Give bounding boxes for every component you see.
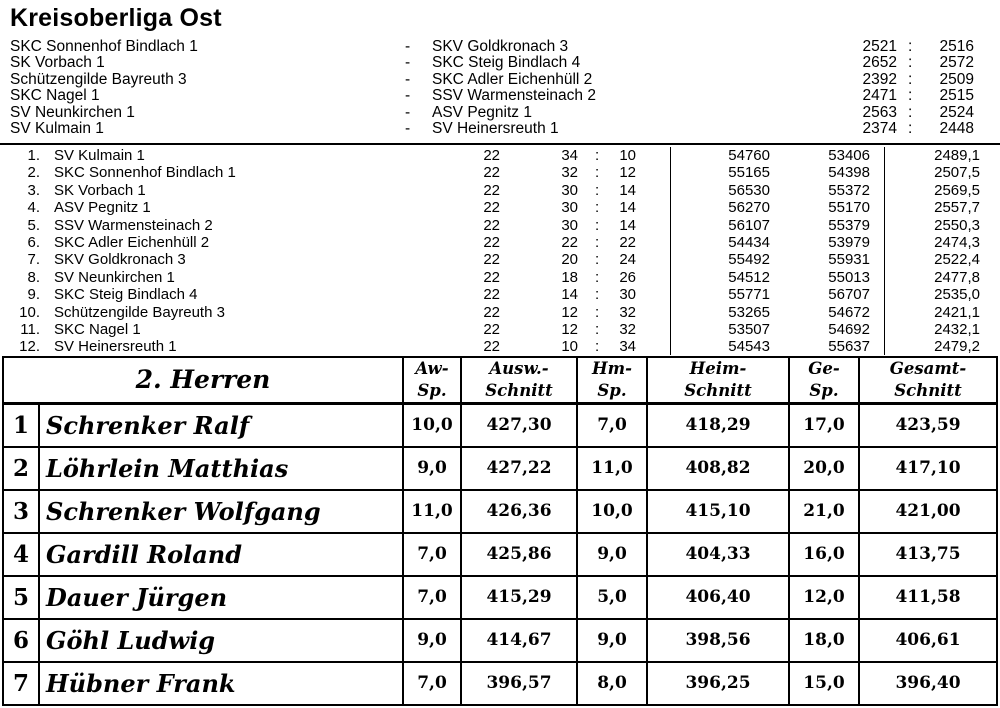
wood-plus: 54760	[728, 147, 770, 164]
away-games: 7,0	[403, 662, 461, 705]
points-minus: 24	[619, 251, 636, 269]
home-score: 2652	[862, 54, 897, 72]
total-average: 406,61	[859, 619, 997, 662]
average: 2550,3	[934, 216, 980, 234]
total-games: 12,0	[789, 576, 859, 619]
points-minus: 14	[619, 181, 636, 199]
home-average: 415,10	[647, 490, 789, 533]
points-minus: 30	[619, 286, 636, 304]
result-row	[0, 121, 1000, 137]
home-average: 408,82	[647, 447, 789, 490]
points-minus: 32	[619, 303, 636, 321]
points-plus: 12	[561, 303, 578, 321]
home-team: SKC Nagel 1	[10, 87, 100, 105]
home-games: 8,0	[577, 662, 647, 705]
points-plus: 30	[561, 216, 578, 234]
header-total-games: Ge- Sp.	[789, 357, 859, 404]
wood-minus: 54398	[828, 164, 870, 182]
separator-dash: -	[405, 70, 411, 88]
home-games: 10,0	[577, 490, 647, 533]
guest-score: 2448	[939, 120, 974, 137]
team-name: SKC Sonnenhof Bindlach 1	[54, 164, 236, 182]
away-games: 10,0	[403, 404, 461, 447]
rank: 9.	[27, 286, 40, 304]
guest-score: 2509	[939, 70, 974, 88]
points-plus: 18	[561, 268, 578, 286]
points-colon: :	[595, 216, 600, 234]
average: 2557,7	[934, 199, 980, 217]
average: 2421,1	[934, 303, 980, 321]
wood-plus: 53507	[728, 321, 770, 338]
wood-plus: 55771	[728, 286, 770, 304]
points-minus: 32	[619, 321, 636, 338]
points-colon: :	[595, 251, 600, 269]
team-name: SV Neunkirchen 1	[54, 268, 175, 286]
wood-minus: 55379	[828, 216, 870, 234]
home-score: 2521	[862, 38, 897, 55]
standings-row	[0, 164, 1000, 181]
average: 2477,8	[934, 268, 980, 286]
player-name: Göhl Ludwig	[39, 619, 403, 662]
team-name: Schützengilde Bayreuth 3	[54, 303, 225, 321]
home-score: 2374	[862, 120, 897, 137]
rank: 11.	[20, 321, 40, 338]
score-colon: :	[908, 70, 913, 88]
total-average: 417,10	[859, 447, 997, 490]
points-plus: 12	[561, 321, 578, 338]
rank: 6.	[27, 234, 40, 251]
total-games: 21,0	[789, 490, 859, 533]
points-minus: 34	[619, 338, 636, 356]
average: 2479,2	[934, 338, 980, 356]
header-home-games: Hm- Sp.	[577, 357, 647, 404]
player-row	[3, 533, 997, 576]
wood-plus: 55165	[728, 164, 770, 182]
points-colon: :	[595, 268, 600, 286]
home-average: 398,56	[647, 619, 789, 662]
points-minus: 10	[619, 147, 636, 164]
average: 2507,5	[934, 164, 980, 182]
wood-minus: 54672	[828, 303, 870, 321]
home-games: 7,0	[577, 404, 647, 447]
rank: 5.	[27, 216, 40, 234]
rank: 7.	[27, 251, 40, 269]
away-average: 396,57	[461, 662, 577, 705]
rank: 4.	[27, 199, 40, 217]
points-colon: :	[595, 321, 600, 338]
wood-plus: 54543	[728, 338, 770, 356]
points-colon: :	[595, 234, 600, 251]
header-home-average: Heim- Schnitt	[647, 357, 789, 404]
player-name: Schrenker Wolfgang	[39, 490, 403, 533]
games: 22	[483, 251, 500, 269]
points-plus: 30	[561, 199, 578, 217]
guest-score: 2572	[939, 54, 974, 72]
player-rank: 7	[3, 662, 39, 705]
wood-minus: 53406	[828, 147, 870, 164]
wood-plus: 53265	[728, 303, 770, 321]
average: 2474,3	[934, 234, 980, 251]
wood-minus: 55372	[828, 181, 870, 199]
points-colon: :	[595, 181, 600, 199]
games: 22	[483, 147, 500, 164]
wood-plus: 56107	[728, 216, 770, 234]
home-team: SK Vorbach 1	[10, 54, 105, 72]
guest-score: 2516	[939, 38, 974, 55]
points-plus: 20	[561, 251, 578, 269]
average: 2569,5	[934, 181, 980, 199]
standings-row	[0, 251, 1000, 268]
total-average: 396,40	[859, 662, 997, 705]
away-games: 7,0	[403, 533, 461, 576]
wood-plus: 55492	[728, 251, 770, 269]
separator-dash: -	[405, 103, 411, 121]
points-colon: :	[595, 338, 600, 356]
average: 2522,4	[934, 251, 980, 269]
games: 22	[483, 268, 500, 286]
away-games: 9,0	[403, 447, 461, 490]
guest-team: SKC Steig Bindlach 4	[432, 54, 581, 72]
player-row	[3, 662, 997, 705]
games: 22	[483, 303, 500, 321]
points-plus: 22	[561, 234, 578, 251]
home-team: SV Kulmain 1	[10, 120, 104, 137]
score-colon: :	[908, 103, 913, 121]
total-games: 15,0	[789, 662, 859, 705]
rank: 3.	[27, 181, 40, 199]
wood-minus: 55170	[828, 199, 870, 217]
home-score: 2471	[862, 87, 897, 105]
points-minus: 14	[619, 199, 636, 217]
home-games: 9,0	[577, 619, 647, 662]
guest-team: SV Heinersreuth 1	[432, 120, 559, 137]
points-colon: :	[595, 286, 600, 304]
wood-minus: 54692	[828, 321, 870, 338]
team-name: SKV Goldkronach 3	[54, 251, 186, 269]
away-average: 415,29	[461, 576, 577, 619]
result-row	[0, 72, 1000, 88]
standings-row	[0, 304, 1000, 321]
wood-minus: 55931	[828, 251, 870, 269]
total-games: 16,0	[789, 533, 859, 576]
player-rank: 6	[3, 619, 39, 662]
wood-minus: 55637	[828, 338, 870, 356]
team-name: SKC Adler Eichenhüll 2	[54, 234, 210, 251]
standings-row	[0, 182, 1000, 199]
total-average: 411,58	[859, 576, 997, 619]
player-stats-table	[2, 356, 998, 706]
home-games: 11,0	[577, 447, 647, 490]
games: 22	[483, 216, 500, 234]
average: 2489,1	[934, 147, 980, 164]
wood-minus: 56707	[828, 286, 870, 304]
home-average: 396,25	[647, 662, 789, 705]
separator-dash: -	[405, 38, 411, 55]
wood-plus: 56530	[728, 181, 770, 199]
home-team: SKC Sonnenhof Bindlach 1	[10, 38, 198, 55]
player-row	[3, 447, 997, 490]
points-minus: 12	[619, 164, 636, 182]
points-plus: 14	[561, 286, 578, 304]
points-minus: 26	[619, 268, 636, 286]
home-average: 418,29	[647, 404, 789, 447]
separator-dash: -	[405, 87, 411, 105]
standings-row	[0, 321, 1000, 338]
team-name: SV Kulmain 1	[54, 147, 145, 164]
guest-team: SSV Warmensteinach 2	[432, 87, 596, 105]
away-average: 427,22	[461, 447, 577, 490]
standings-row	[0, 147, 1000, 164]
team-heading: 2. Herren	[3, 357, 403, 404]
score-colon: :	[908, 87, 913, 105]
player-rank: 2	[3, 447, 39, 490]
games: 22	[483, 234, 500, 251]
guest-team: SKV Goldkronach 3	[432, 38, 569, 55]
standings-row	[0, 217, 1000, 234]
guest-team: SKC Adler Eichenhüll 2	[432, 70, 593, 88]
away-average: 425,86	[461, 533, 577, 576]
guest-team: ASV Pegnitz 1	[432, 103, 532, 121]
wood-minus: 53979	[828, 234, 870, 251]
total-games: 20,0	[789, 447, 859, 490]
guest-score: 2515	[939, 87, 974, 105]
player-rank: 3	[3, 490, 39, 533]
player-table-header	[3, 357, 997, 404]
wood-plus: 56270	[728, 199, 770, 217]
rank: 8.	[27, 268, 40, 286]
player-name: Dauer Jürgen	[39, 576, 403, 619]
points-plus: 30	[561, 181, 578, 199]
wood-minus: 55013	[828, 268, 870, 286]
games: 22	[483, 199, 500, 217]
wood-plus: 54434	[728, 234, 770, 251]
score-colon: :	[908, 120, 913, 137]
games: 22	[483, 286, 500, 304]
header-total-average: Gesamt- Schnitt	[859, 357, 997, 404]
team-name: SKC Steig Bindlach 4	[54, 286, 198, 304]
result-row	[0, 88, 1000, 104]
rank: 12.	[19, 338, 40, 356]
separator-dash: -	[405, 120, 411, 137]
player-name: Löhrlein Matthias	[39, 447, 403, 490]
section-divider	[0, 143, 1000, 145]
score-colon: :	[908, 54, 913, 72]
points-plus: 32	[561, 164, 578, 182]
total-games: 17,0	[789, 404, 859, 447]
home-score: 2563	[862, 103, 897, 121]
team-name: SK Vorbach 1	[54, 181, 146, 199]
average: 2432,1	[934, 321, 980, 338]
standings-row	[0, 338, 1000, 355]
home-average: 406,40	[647, 576, 789, 619]
player-rank: 5	[3, 576, 39, 619]
average: 2535,0	[934, 286, 980, 304]
page-title: Kreisoberliga Ost	[10, 4, 222, 32]
standings-row	[0, 199, 1000, 216]
games: 22	[483, 164, 500, 182]
points-plus: 10	[561, 338, 578, 356]
separator-dash: -	[405, 54, 411, 72]
header-away-games: Aw- Sp.	[403, 357, 461, 404]
away-games: 7,0	[403, 576, 461, 619]
away-average: 426,36	[461, 490, 577, 533]
player-rank: 1	[3, 404, 39, 447]
wood-plus: 54512	[728, 268, 770, 286]
points-minus: 22	[619, 234, 636, 251]
rank: 1.	[27, 147, 40, 164]
player-row	[3, 404, 997, 447]
games: 22	[483, 338, 500, 356]
away-average: 427,30	[461, 404, 577, 447]
header-away-average: Ausw.- Schnitt	[461, 357, 577, 404]
total-average: 413,75	[859, 533, 997, 576]
home-average: 404,33	[647, 533, 789, 576]
player-row	[3, 619, 997, 662]
rank: 10.	[19, 303, 40, 321]
team-name: SSV Warmensteinach 2	[54, 216, 213, 234]
away-average: 414,67	[461, 619, 577, 662]
points-colon: :	[595, 147, 600, 164]
home-team: Schützengilde Bayreuth 3	[10, 70, 187, 88]
points-minus: 14	[619, 216, 636, 234]
games: 22	[483, 321, 500, 338]
result-row	[0, 105, 1000, 121]
player-row	[3, 490, 997, 533]
away-games: 11,0	[403, 490, 461, 533]
team-name: SV Heinersreuth 1	[54, 338, 177, 356]
team-name: SKC Nagel 1	[54, 321, 141, 338]
rank: 2.	[27, 164, 40, 182]
total-games: 18,0	[789, 619, 859, 662]
points-colon: :	[595, 303, 600, 321]
player-name: Hübner Frank	[39, 662, 403, 705]
player-rank: 4	[3, 533, 39, 576]
total-average: 423,59	[859, 404, 997, 447]
team-name: ASV Pegnitz 1	[54, 199, 151, 217]
standings-row	[0, 234, 1000, 251]
standings-row	[0, 269, 1000, 286]
result-row	[0, 55, 1000, 71]
points-colon: :	[595, 164, 600, 182]
points-colon: :	[595, 199, 600, 217]
total-average: 421,00	[859, 490, 997, 533]
games: 22	[483, 181, 500, 199]
result-row	[0, 39, 1000, 55]
standings-row	[0, 286, 1000, 303]
score-colon: :	[908, 38, 913, 55]
home-games: 9,0	[577, 533, 647, 576]
home-score: 2392	[862, 70, 897, 88]
player-row	[3, 576, 997, 619]
player-name: Schrenker Ralf	[39, 404, 403, 447]
guest-score: 2524	[939, 103, 974, 121]
standings-table	[0, 147, 1000, 355]
points-plus: 34	[561, 147, 578, 164]
home-games: 5,0	[577, 576, 647, 619]
player-name: Gardill Roland	[39, 533, 403, 576]
home-team: SV Neunkirchen 1	[10, 103, 135, 121]
away-games: 9,0	[403, 619, 461, 662]
